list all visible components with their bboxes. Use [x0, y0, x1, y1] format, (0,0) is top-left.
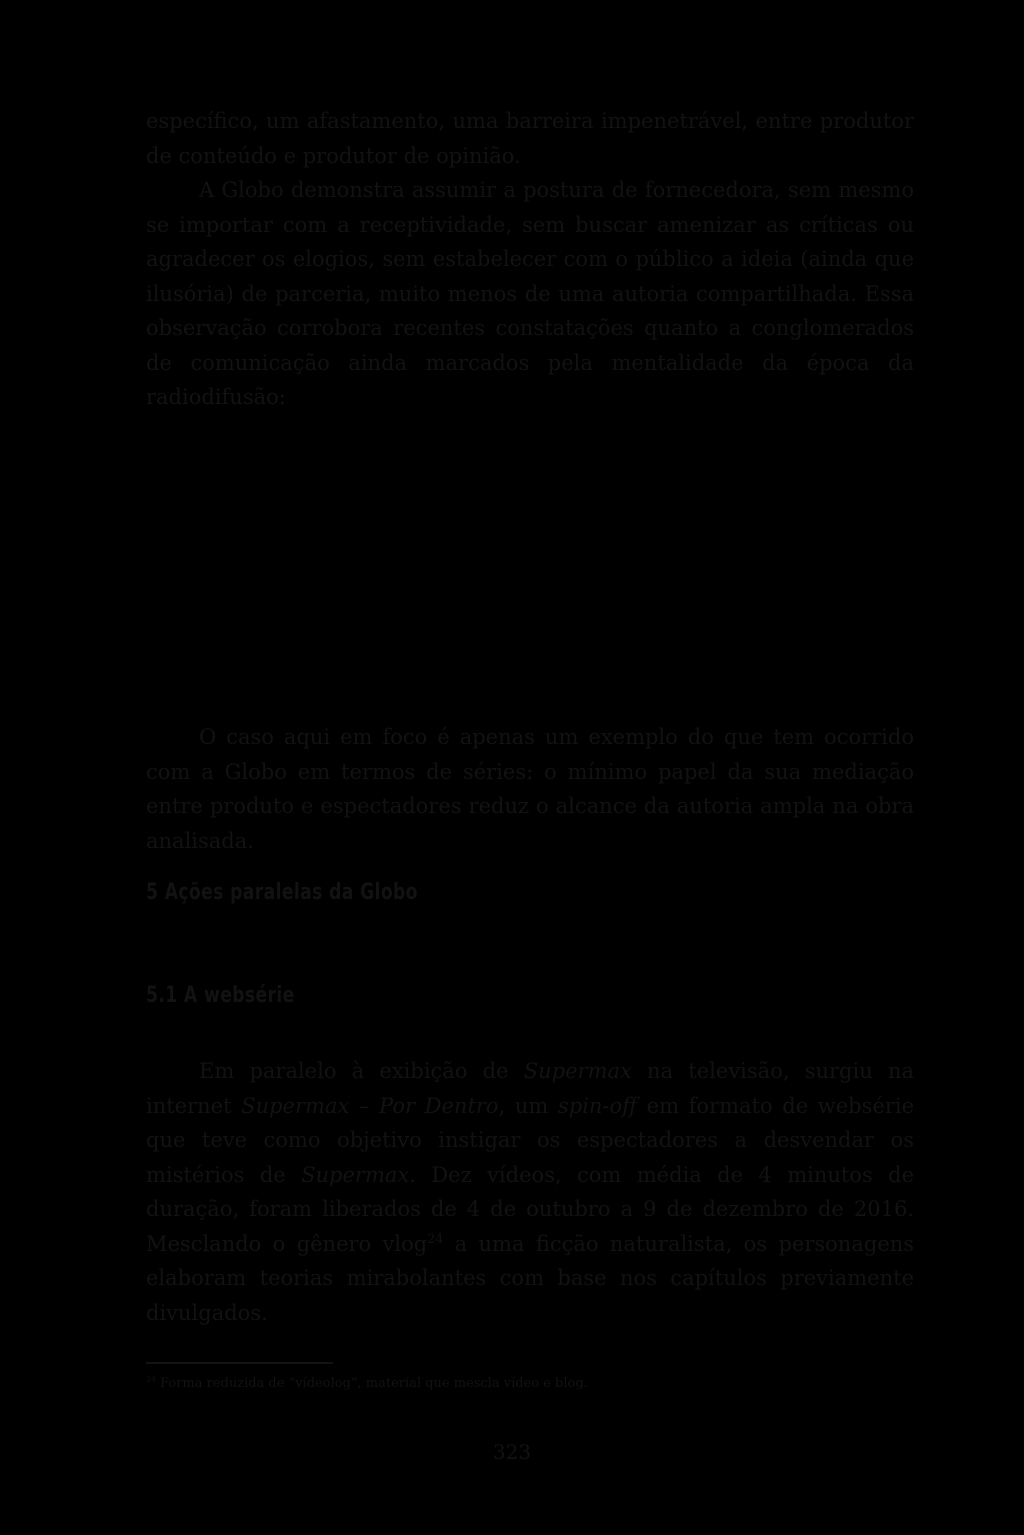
subsection-heading-block	[146, 983, 914, 1008]
para4-text-1: Em paralelo à exibição de	[199, 1059, 524, 1083]
subsection-heading: 5.1 A websérie	[146, 983, 295, 1008]
title-supermax-por-dentro: Supermax – Por Dentro	[241, 1093, 499, 1118]
paragraph-case-focus: O caso aqui em foco é apenas um exemplo do que tem ocorrido com a Globo em termos de séries: o mínimo papel da sua mediação entre produto e espectadores reduz o alcance da autoria ampla na obra analisada.	[146, 725, 914, 853]
text-block-middle	[146, 720, 914, 858]
term-spin-off: spin-off	[557, 1093, 638, 1118]
para4-text-2: na televisão, surgiu na internet	[146, 1059, 914, 1118]
paragraph-webserie	[146, 1054, 914, 1330]
para4-text-6: a uma ficção naturalista, os personagens elaboram teorias mirabolantes com base nos capítulos previamente divulgados.	[146, 1231, 915, 1325]
text-block-webserie	[146, 1054, 914, 1330]
text-block-top	[146, 104, 914, 415]
section-heading-block	[146, 880, 914, 905]
footnote-reference: 24	[427, 1230, 444, 1246]
footnote-text: Forma reduzida de “vídeolog”, material que mescla vídeo e blog.	[155, 1376, 588, 1391]
para4-text-4: em formato de websérie que teve como objetivo instigar os espectadores a desvendar os mistérios de	[146, 1093, 915, 1187]
para4-text-5: . Dez vídeos, com média de 4 minutos de duração, foram liberados de 4 de outubro a 9 de dezembro de 2016. Mesclando o gênero vlog	[146, 1162, 915, 1256]
para4-text-3: , um	[498, 1093, 558, 1118]
title-supermax: Supermax	[523, 1059, 632, 1083]
title-supermax-2: Supermax	[301, 1162, 410, 1187]
section-heading: 5 Ações paralelas da Globo	[146, 880, 418, 905]
footnote-divider	[146, 1362, 333, 1364]
paragraph-globo-posture: A Globo demonstra assumir a postura de fornecedora, sem mesmo se importar com a receptividade, sem buscar amenizar as críticas ou agradecer os elogios, sem estabelecer com o público a ideia (ainda que ilusória) de parceria, muito menos de uma autoria compartilhada. Essa observação corrobora recentes constatações quanto a conglomerados de comunicação ainda marcados pela mentalidade da época da radiodifusão:	[146, 178, 914, 409]
paragraph-continuation: específico, um afastamento, uma barreira impenetrável, entre produtor de conteúdo e produtor de opinião.	[146, 109, 914, 168]
footnote	[146, 1374, 914, 1394]
page-number: 323	[492, 1440, 532, 1464]
footnote-number: 24	[146, 1374, 156, 1384]
